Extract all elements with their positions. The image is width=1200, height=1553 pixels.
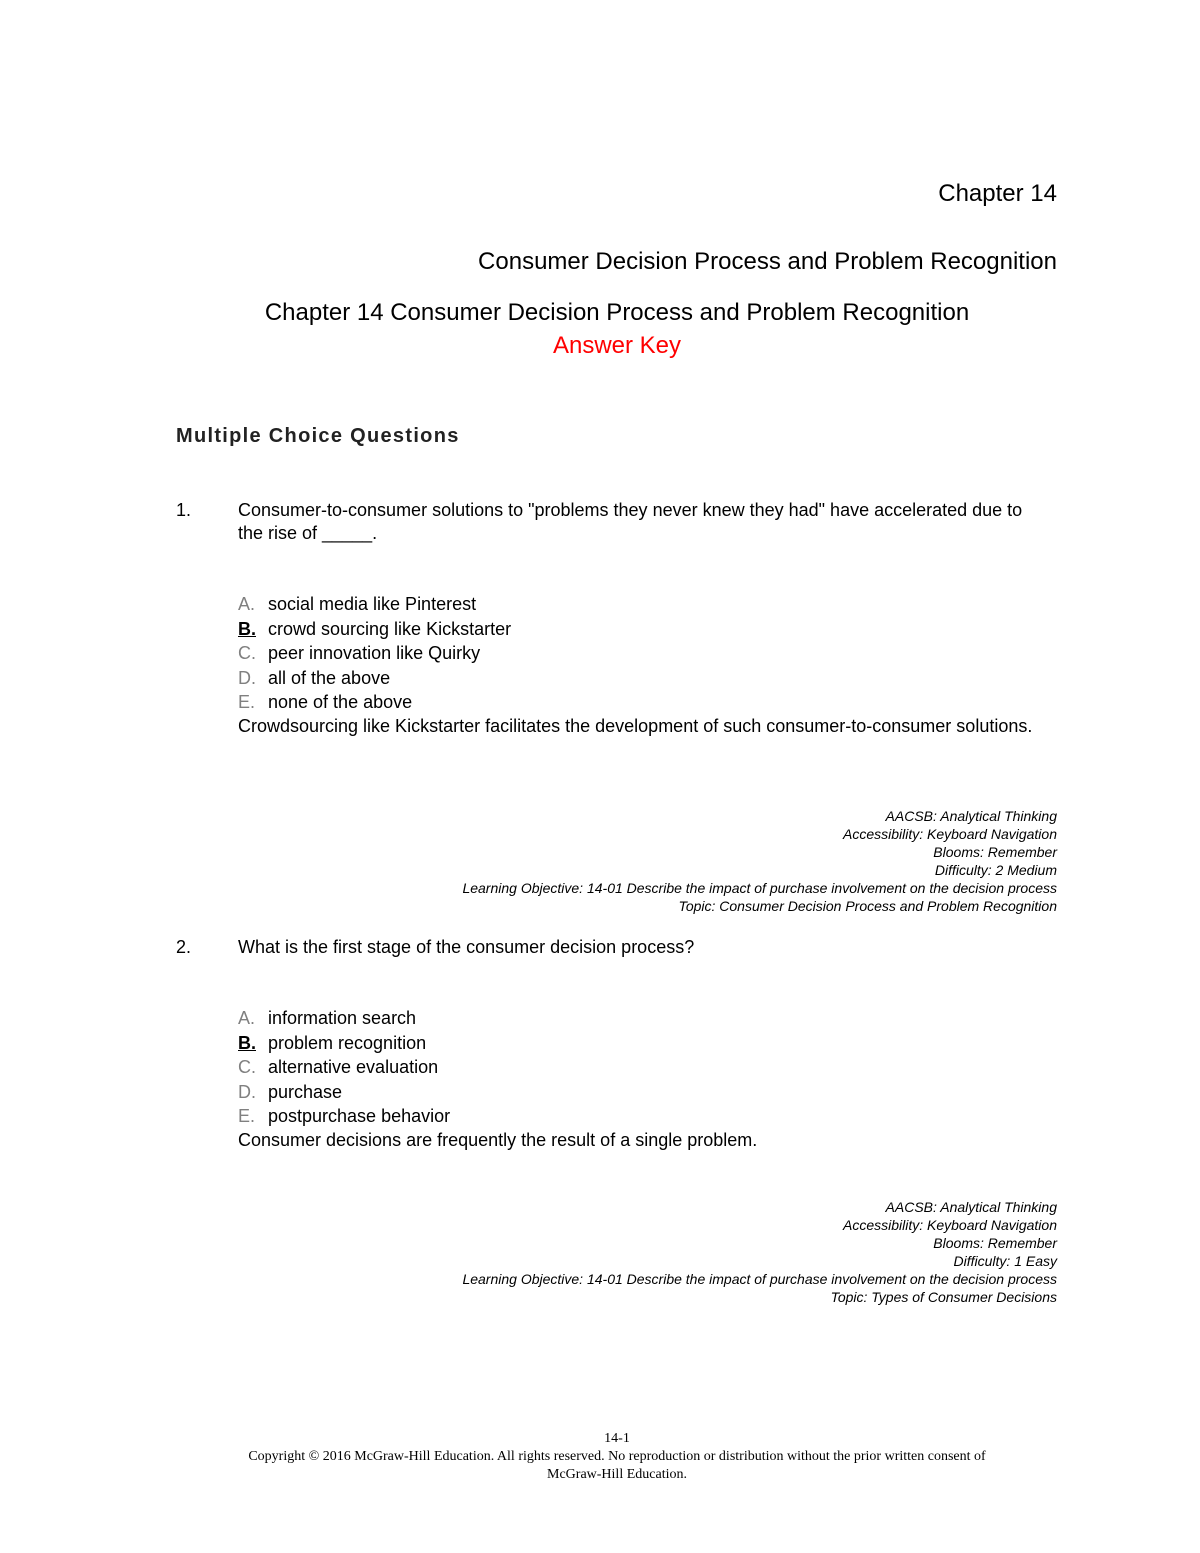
choice-e — [238, 690, 1058, 715]
page-number: 14-1 — [604, 1431, 630, 1446]
choice-a — [238, 1006, 1058, 1031]
choice-d — [238, 1080, 1058, 1105]
choice-letter: C. — [238, 643, 256, 664]
choice-letter: A. — [238, 594, 256, 614]
section-heading: Multiple Choice Questions — [176, 425, 460, 447]
choice-text: alternative evaluation — [268, 1057, 439, 1078]
choice-text: crowd sourcing like Kickstarter — [268, 618, 512, 639]
answer-explanation: Consumer decisions are frequently the result of a single problem. — [238, 1129, 758, 1150]
correct-choice-letter: B. — [238, 618, 256, 639]
choice-letter: E. — [238, 1106, 256, 1127]
choice-text: all of the above — [268, 667, 391, 688]
choice-a — [238, 592, 1058, 617]
question-number: 1. — [176, 500, 192, 520]
blooms-tag: Blooms: Remember — [933, 844, 1057, 860]
choice-e — [238, 1104, 1058, 1129]
question-text: Consumer-to-consumer solutions to "problems they never knew they had" have accelerated due to the rise of _____. — [238, 500, 1023, 543]
learning-objective-tag: Learning Objective: 14-01 Describe the impact of purchase involvement on the decision process — [462, 880, 1057, 896]
blooms-tag: Blooms: Remember — [933, 1235, 1057, 1251]
chapter-label: Chapter 14 — [938, 180, 1057, 207]
choice-letter: D. — [238, 667, 256, 688]
choice-text: information search — [268, 1008, 417, 1028]
choice-text: problem recognition — [268, 1032, 427, 1053]
difficulty-tag: Difficulty: 1 Easy — [953, 1253, 1057, 1269]
choice-text: purchase — [268, 1081, 343, 1102]
question-2-metadata — [462, 1198, 1057, 1306]
aacsb-tag: AACSB: Analytical Thinking — [885, 1199, 1057, 1215]
answer-key-label: Answer Key — [552, 332, 682, 359]
question-number: 2. — [176, 937, 192, 957]
document-title: Chapter 14 Consumer Decision Process and Problem Recognition — [264, 299, 970, 326]
question-1-metadata — [462, 807, 1057, 915]
difficulty-tag: Difficulty: 2 Medium — [934, 862, 1057, 878]
question-text: What is the first stage of the consumer decision process? — [238, 937, 695, 957]
accessibility-tag: Accessibility: Keyboard Navigation — [843, 1217, 1057, 1233]
chapter-subtitle: Consumer Decision Process and Problem Recognition — [478, 248, 1057, 275]
choice-text: peer innovation like Quirky — [268, 643, 481, 664]
choice-d — [238, 666, 1058, 691]
choice-letter: A. — [238, 1008, 256, 1028]
choice-b — [238, 617, 1058, 642]
choice-text: postpurchase behavior — [268, 1106, 451, 1127]
choice-c — [238, 641, 1058, 666]
choice-text: none of the above — [268, 692, 413, 713]
choice-letter: E. — [238, 692, 256, 713]
choice-letter: D. — [238, 1081, 256, 1102]
copyright-notice: Copyright © 2016 McGraw-Hill Education. All rights reserved. No reproduction or distribution without the prior written consent of — [248, 1449, 986, 1464]
choice-list — [238, 592, 1058, 737]
choice-letter: C. — [238, 1057, 256, 1078]
copyright-notice-continued: McGraw-Hill Education. — [547, 1467, 687, 1482]
accessibility-tag: Accessibility: Keyboard Navigation — [843, 826, 1057, 842]
aacsb-tag: AACSB: Analytical Thinking — [885, 808, 1057, 824]
choice-list — [238, 1006, 1058, 1151]
answer-explanation: Crowdsourcing like Kickstarter facilitates the development of such consumer-to-consumer solutions. — [238, 715, 1033, 736]
learning-objective-tag: Learning Objective: 14-01 Describe the impact of purchase involvement on the decision process — [462, 1271, 1057, 1287]
choice-b — [238, 1031, 1058, 1056]
correct-choice-letter: B. — [238, 1032, 256, 1053]
choice-text: social media like Pinterest — [268, 594, 477, 614]
choice-c — [238, 1055, 1058, 1080]
topic-tag: Topic: Types of Consumer Decisions — [830, 1289, 1057, 1305]
topic-tag: Topic: Consumer Decision Process and Problem Recognition — [678, 898, 1057, 914]
